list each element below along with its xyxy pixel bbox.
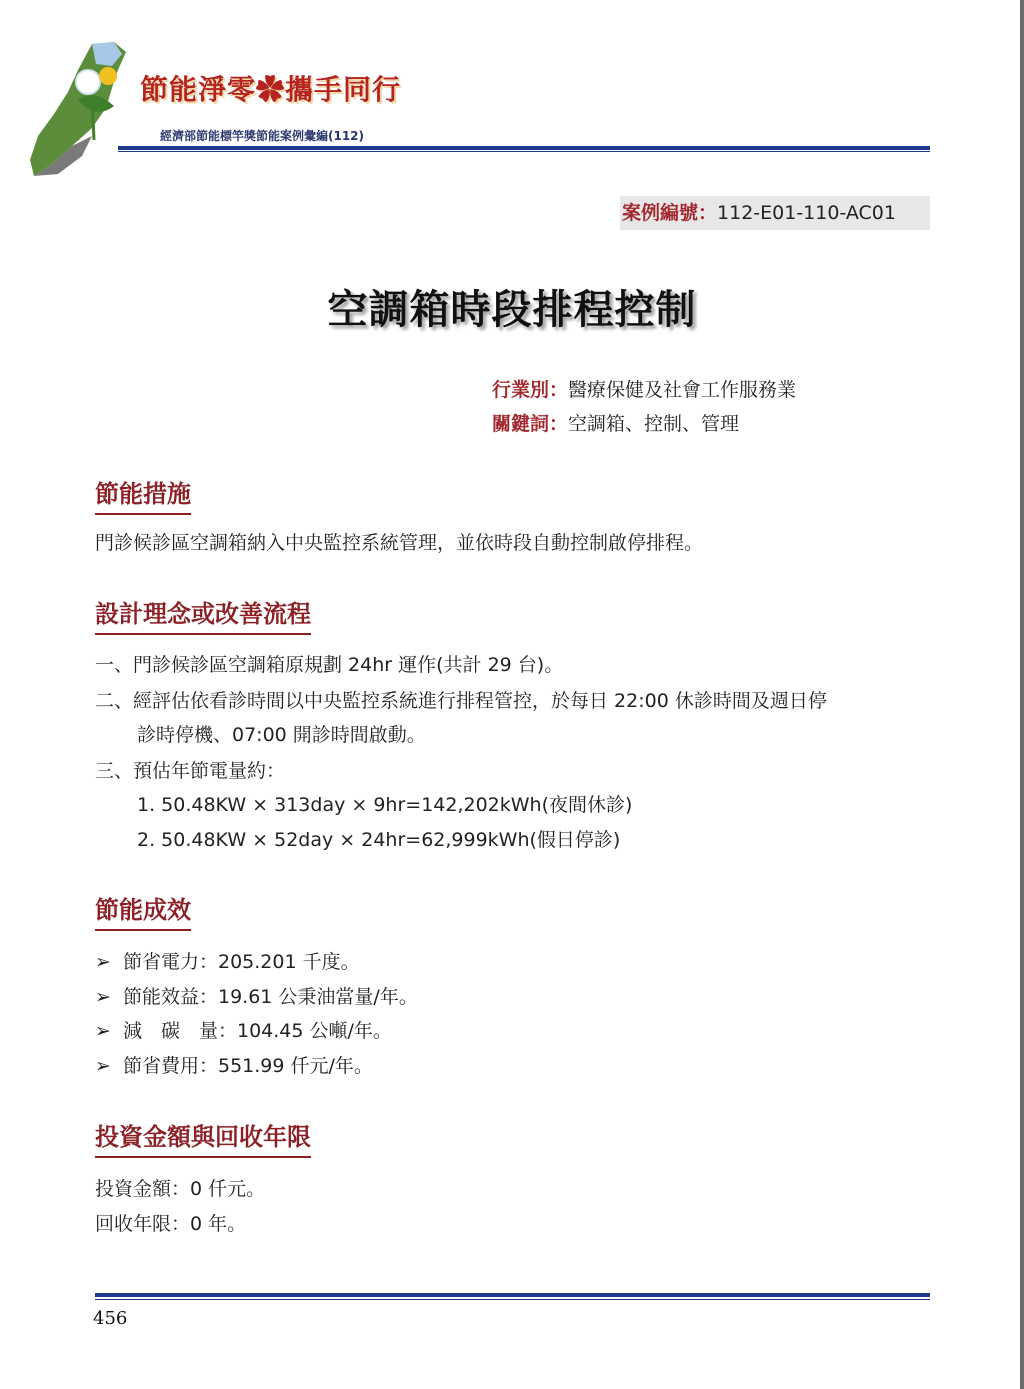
calc-line-holiday: 2. 50.48KW × 52day × 24hr=62,999kWh(假日停診) xyxy=(137,829,621,851)
measures-text: 門診候診區空調箱納入中央監控系統管理，並依時段自動控制啟停排程。 xyxy=(95,532,704,554)
keywords-label: 關鍵詞： xyxy=(492,413,569,435)
page-number: 456 xyxy=(93,1308,128,1329)
results-item: ➢ 節省電力：205.201 千度。 xyxy=(95,951,360,973)
results-item: ➢ 節省費用：551.99 仟元/年。 xyxy=(95,1055,373,1077)
industry-value: 醫療保健及社會工作服務業 xyxy=(568,379,797,401)
arrow-bullet-icon: ➢ xyxy=(95,951,111,973)
arrow-bullet-icon: ➢ xyxy=(95,986,111,1008)
case-number-label: 案例編號： xyxy=(622,202,718,224)
keywords-row xyxy=(492,409,739,436)
footer-divider-thin xyxy=(95,1299,930,1300)
keywords-value: 空調箱、控制、管理 xyxy=(568,413,740,435)
calc-line-night: 1. 50.48KW × 313day × 9hr=142,202kWh(夜間休診) xyxy=(137,794,633,816)
section-heading-design: 設計理念或改善流程 xyxy=(95,594,311,635)
taiwan-dandelion-logo xyxy=(22,36,172,186)
page-title: 空調箱時段排程控制 xyxy=(327,287,697,333)
industry-row xyxy=(492,375,796,402)
case-number-value: 112-E01-110-AC01 xyxy=(717,202,896,224)
case-number-box xyxy=(620,196,930,230)
header-divider-thin xyxy=(118,151,930,152)
design-line: 一、門診候診區空調箱原規劃 24hr 運作(共計 29 台)。 xyxy=(95,654,564,676)
results-item: ➢ 減 碳 量：104.45 公噸/年。 xyxy=(95,1020,392,1042)
design-line: 二、經評估依看診時間以中央監控系統進行排程管控，於每日 22:00 休診時間及週日停 xyxy=(95,690,827,712)
section-heading-results: 節能成效 xyxy=(95,890,191,931)
design-line: 診時停機、07:00 開診時間啟動。 xyxy=(137,724,426,746)
payback-period: 回收年限：0 年。 xyxy=(95,1213,247,1235)
header-divider xyxy=(118,146,930,150)
section-heading-investment: 投資金額與回收年限 xyxy=(95,1117,311,1158)
publication-subtitle: 經濟部節能標竿獎節能案例彙編(112) xyxy=(160,129,365,143)
arrow-bullet-icon: ➢ xyxy=(95,1055,111,1077)
industry-label: 行業別： xyxy=(492,379,569,401)
arrow-bullet-icon: ➢ xyxy=(95,1020,111,1042)
section-heading-measures: 節能措施 xyxy=(95,474,191,515)
footer-divider xyxy=(95,1293,930,1297)
page-edge xyxy=(1020,0,1024,1389)
slogan-banner: 節能淨零✿攜手同行 xyxy=(140,73,402,106)
investment-amount: 投資金額：0 仟元。 xyxy=(95,1178,266,1200)
results-item: ➢ 節能效益：19.61 公秉油當量/年。 xyxy=(95,986,418,1008)
design-line: 三、預估年節電量約： xyxy=(95,760,286,782)
